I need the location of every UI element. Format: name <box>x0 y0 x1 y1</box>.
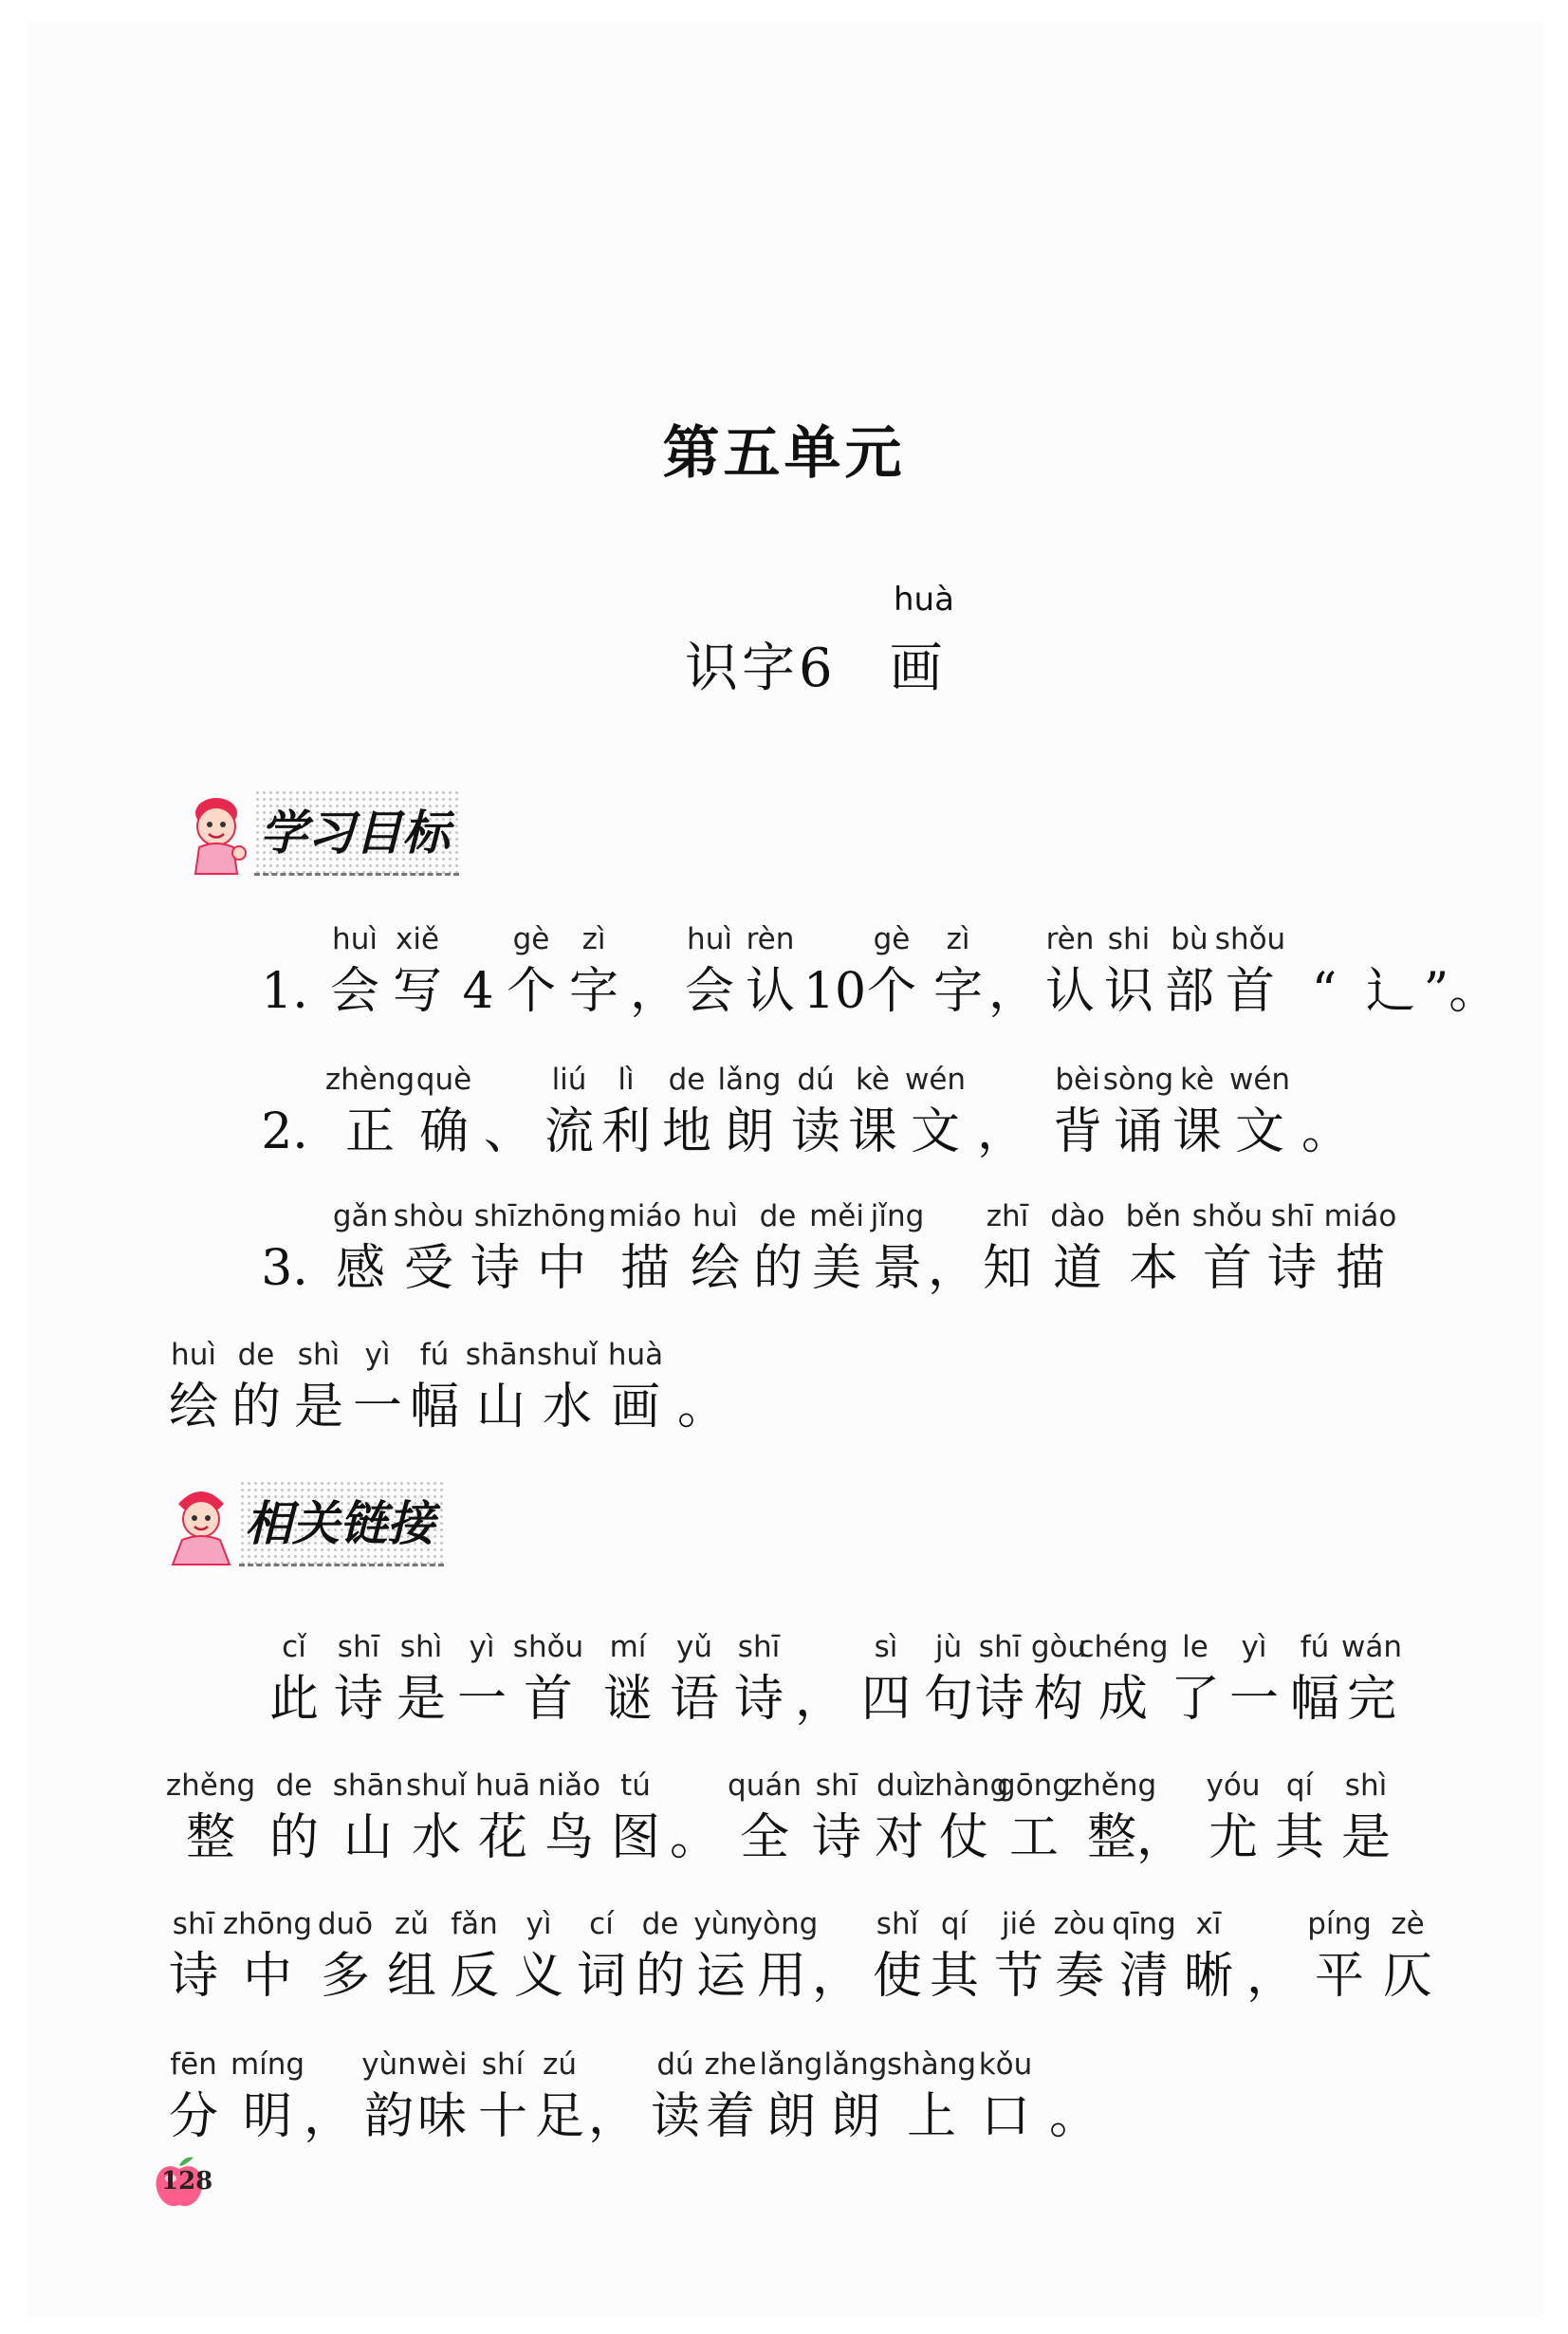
pinyin: duō <box>317 1907 374 1941</box>
hanzi: 诗 <box>334 1671 384 1728</box>
hanzi: 组 <box>387 1948 437 2005</box>
pinyin: kè <box>856 1063 890 1097</box>
page-number: 128 <box>161 2167 213 2195</box>
pinyin: zǔ <box>395 1907 429 1941</box>
pinyin: duì <box>876 1769 922 1803</box>
hanzi: 诗 <box>470 1240 521 1297</box>
pinyin: rèn <box>1045 922 1095 956</box>
section-header-links <box>163 1480 444 1566</box>
pinyin: lǎng <box>759 2047 823 2082</box>
pinyin: de <box>668 1063 706 1097</box>
lesson-title-pinyin: huà <box>894 581 954 619</box>
pinyin: yì <box>1241 1630 1267 1664</box>
hanzi: 诗 <box>169 1948 219 2005</box>
section-title-goals: 学习目标 <box>254 789 459 876</box>
hanzi: 确 <box>419 1103 470 1160</box>
hanzi: 会 <box>330 963 380 1020</box>
hanzi: ， <box>1136 1809 1187 1866</box>
hanzi: 语 <box>670 1671 720 1728</box>
pinyin: zhèng <box>324 1063 415 1097</box>
hanzi: 首 <box>1203 1240 1253 1297</box>
pinyin: gǎn <box>332 1199 389 1233</box>
pinyin: cí <box>589 1907 614 1941</box>
hanzi: 个 <box>507 963 557 1020</box>
hanzi: 个 <box>867 963 917 1020</box>
pinyin: zì <box>581 922 606 956</box>
hanzi: 中 <box>537 1240 587 1297</box>
hanzi: 绘 <box>169 1379 219 1436</box>
hanzi: 正 <box>345 1103 396 1160</box>
pinyin: shuǐ <box>405 1769 468 1803</box>
hanzi: 10 <box>802 963 867 1020</box>
pinyin: wén <box>1228 1063 1291 1097</box>
text-line <box>0 1628 1568 1742</box>
pinyin: shì <box>1344 1769 1388 1803</box>
hanzi: 图 <box>611 1809 661 1866</box>
pinyin: quán <box>728 1769 802 1803</box>
hanzi: 着 <box>706 2088 756 2145</box>
hanzi: 晰 <box>1184 1948 1234 2005</box>
hanzi: 一 <box>457 1671 507 1728</box>
text-line <box>0 1767 1568 1880</box>
pinyin: zhōng <box>516 1199 607 1233</box>
hanzi: 一 <box>1229 1671 1280 1728</box>
hanzi: 1. <box>261 963 308 1020</box>
hanzi: 美 <box>812 1240 862 1297</box>
hanzi: 字 <box>933 963 984 1020</box>
hanzi: 景 <box>873 1240 923 1297</box>
hanzi: 知 <box>983 1240 1033 1297</box>
hanzi: 背 <box>1053 1103 1103 1160</box>
pinyin: què <box>415 1063 472 1097</box>
pinyin: de <box>237 1338 275 1372</box>
hanzi: ， <box>630 963 680 1020</box>
hanzi: 对 <box>875 1809 925 1866</box>
text-line <box>0 1905 1568 2019</box>
boy-mascot-icon <box>178 790 254 876</box>
pinyin: huì <box>171 1338 216 1372</box>
lesson-number: 识字6 <box>685 638 837 699</box>
pinyin: yùn <box>361 2047 416 2082</box>
pinyin: shàng <box>886 2047 977 2082</box>
hanzi: 字 <box>569 963 619 1020</box>
text-line <box>0 2046 1568 2159</box>
pinyin: shuǐ <box>536 1338 599 1372</box>
pinyin: bèi <box>1055 1063 1100 1097</box>
section-header-goals <box>178 789 459 876</box>
pinyin: zhàng <box>918 1769 1009 1803</box>
hanzi: 读 <box>791 1103 841 1160</box>
pinyin: shǒu <box>512 1630 584 1664</box>
hanzi: 感 <box>336 1240 386 1297</box>
pinyin: zhī <box>986 1199 1029 1233</box>
hanzi: 反 <box>450 1948 500 2005</box>
hanzi: 是 <box>294 1379 344 1436</box>
hanzi: 是 <box>397 1671 447 1728</box>
hanzi: 分 <box>169 2088 219 2145</box>
pinyin: dú <box>656 2047 694 2082</box>
pinyin: shī <box>337 1630 380 1664</box>
pinyin: jié <box>1001 1907 1037 1941</box>
hanzi: 上 <box>907 2088 957 2145</box>
pinyin: shì <box>297 1338 341 1372</box>
pinyin: shǐ <box>876 1907 919 1941</box>
hanzi: 清 <box>1119 1948 1170 2005</box>
pinyin: huì <box>332 922 378 956</box>
hanzi: 3. <box>261 1240 308 1297</box>
pinyin: miáo <box>608 1199 682 1233</box>
hanzi: 道 <box>1053 1240 1103 1297</box>
hanzi: 平 <box>1315 1948 1365 2005</box>
hanzi: ”。 <box>1423 963 1499 1020</box>
pinyin: shī <box>473 1199 517 1233</box>
hanzi: 鸟 <box>544 1809 595 1866</box>
hanzi: 本 <box>1129 1240 1179 1297</box>
hanzi: 识 <box>1104 963 1154 1020</box>
pinyin: wén <box>904 1063 967 1097</box>
pinyin: qīng <box>1112 1907 1176 1941</box>
hanzi: 明 <box>243 2088 293 2145</box>
hanzi: ， <box>977 1103 1027 1160</box>
hanzi: ， <box>795 1671 845 1728</box>
hanzi: 诗 <box>975 1671 1025 1728</box>
hanzi: 奏 <box>1055 1948 1105 2005</box>
pinyin: lǎng <box>717 1063 782 1097</box>
pinyin: yì <box>364 1338 391 1372</box>
hanzi: 首 <box>524 1671 574 1728</box>
hanzi: “ <box>1311 963 1337 1020</box>
hanzi: 工 <box>1009 1809 1060 1866</box>
pinyin: fēn <box>170 2047 217 2082</box>
pinyin: yì <box>526 1907 552 1941</box>
hanzi: 。 <box>677 1379 728 1436</box>
hanzi: 、 <box>484 1103 534 1160</box>
hanzi: 用 <box>757 1948 807 2005</box>
hanzi: 首 <box>1226 963 1276 1020</box>
hanzi: ， <box>928 1240 978 1297</box>
pinyin: tú <box>620 1769 651 1803</box>
pinyin: shi <box>1107 922 1151 956</box>
text-line <box>0 1336 1568 1450</box>
hanzi: 描 <box>1336 1240 1386 1297</box>
pinyin: wán <box>1341 1630 1402 1664</box>
pinyin: zhěng <box>165 1769 256 1803</box>
hanzi: 课 <box>1172 1103 1223 1160</box>
pinyin: zhěng <box>1066 1769 1157 1803</box>
hanzi: 水 <box>412 1809 462 1866</box>
pinyin: měi <box>809 1199 864 1233</box>
hanzi: 朗 <box>831 2088 881 2145</box>
pinyin: niǎo <box>537 1769 601 1803</box>
hanzi: 文 <box>911 1103 961 1160</box>
pinyin: kǒu <box>978 2047 1033 2082</box>
hanzi: 完 <box>1347 1671 1397 1728</box>
pinyin: dào <box>1050 1199 1105 1233</box>
hanzi: 2. <box>261 1103 308 1160</box>
pinyin: shí <box>481 2047 525 2082</box>
text-line <box>0 1061 1568 1175</box>
hanzi: 仗 <box>939 1809 989 1866</box>
pinyin: shī <box>1270 1199 1314 1233</box>
hanzi: 课 <box>848 1103 898 1160</box>
pinyin: shī <box>815 1769 858 1803</box>
text-line <box>0 1197 1568 1311</box>
hanzi: 认 <box>746 963 796 1020</box>
pinyin: yóu <box>1206 1769 1261 1803</box>
hanzi: 花 <box>478 1809 528 1866</box>
hanzi: 义 <box>514 1948 564 2005</box>
pinyin: xī <box>1195 1907 1222 1941</box>
pinyin: de <box>641 1907 679 1941</box>
hanzi: ， <box>304 2088 354 2145</box>
pinyin: wèi <box>416 2047 468 2082</box>
text-line <box>0 920 1568 1034</box>
pinyin: dú <box>797 1063 835 1097</box>
pinyin: le <box>1182 1630 1208 1664</box>
hanzi: 韵 <box>364 2088 415 2145</box>
pinyin: huà <box>607 1338 664 1372</box>
hanzi: 词 <box>577 1948 627 2005</box>
pinyin: zòu <box>1053 1907 1106 1941</box>
pinyin: píng <box>1307 1907 1372 1941</box>
hanzi: 整 <box>186 1809 236 1866</box>
hanzi: 多 <box>321 1948 371 2005</box>
hanzi: 谜 <box>603 1671 654 1728</box>
hanzi: 。 <box>670 1809 720 1866</box>
hanzi: 流 <box>544 1103 595 1160</box>
pinyin: jù <box>934 1630 963 1664</box>
hanzi: 朗 <box>766 2088 817 2145</box>
pinyin: huā <box>474 1769 531 1803</box>
pinyin: liú <box>551 1063 587 1097</box>
pinyin: de <box>275 1769 313 1803</box>
pinyin: běn <box>1125 1199 1182 1233</box>
hanzi: 四 <box>861 1671 912 1728</box>
hanzi: 诗 <box>734 1671 784 1728</box>
hanzi: 诵 <box>1114 1103 1164 1160</box>
unit-title: 第五单元 <box>662 420 906 487</box>
hanzi: 幅 <box>1290 1671 1340 1728</box>
pinyin: shī <box>978 1630 1022 1664</box>
pinyin: zì <box>946 922 970 956</box>
hanzi: 受 <box>404 1240 454 1297</box>
hanzi: 十 <box>478 2088 528 2145</box>
pinyin: mí <box>609 1630 647 1664</box>
girl-mascot-icon <box>163 1481 239 1566</box>
hanzi: 全 <box>740 1809 790 1866</box>
hanzi: 地 <box>662 1103 712 1160</box>
hanzi: 口 <box>981 2088 1031 2145</box>
hanzi: 成 <box>1098 1671 1149 1728</box>
pinyin: shī <box>737 1630 781 1664</box>
pinyin: rèn <box>746 922 795 956</box>
hanzi: 足 <box>535 2088 585 2145</box>
hanzi: ， <box>1246 1948 1297 2005</box>
pinyin: lǎng <box>823 2047 888 2082</box>
pinyin: yùn <box>693 1907 748 1941</box>
hanzi: 认 <box>1045 963 1096 1020</box>
pinyin: chéng <box>1078 1630 1169 1664</box>
hanzi: 句 <box>924 1671 974 1728</box>
hanzi: 味 <box>417 2088 468 2145</box>
pinyin: zhe <box>704 2047 757 2082</box>
hanzi: 利 <box>601 1103 652 1160</box>
hanzi: 4 <box>462 963 494 1020</box>
hanzi: 一 <box>353 1379 403 1436</box>
pinyin: zè <box>1391 1907 1425 1941</box>
pinyin: fǎn <box>451 1907 498 1941</box>
hanzi: 读 <box>651 2088 701 2145</box>
pinyin: huì <box>692 1199 738 1233</box>
hanzi: 整 <box>1087 1809 1137 1866</box>
pinyin: miáo <box>1323 1199 1397 1233</box>
hanzi: 其 <box>930 1948 980 2005</box>
pinyin: de <box>759 1199 797 1233</box>
pinyin: yì <box>469 1630 495 1664</box>
section-title-links: 相关链接 <box>239 1480 444 1566</box>
pinyin: gōng <box>997 1769 1071 1803</box>
pinyin: gòu <box>1030 1630 1087 1664</box>
hanzi: 山 <box>343 1809 394 1866</box>
hanzi: 使 <box>873 1948 923 2005</box>
hanzi: 水 <box>543 1379 593 1436</box>
hanzi: 辶 <box>1366 963 1416 1020</box>
hanzi: 的 <box>269 1809 320 1866</box>
hanzi: 文 <box>1235 1103 1285 1160</box>
hanzi: 幅 <box>410 1379 460 1436</box>
pinyin: jǐng <box>870 1199 925 1233</box>
hanzi: 的 <box>636 1948 686 2005</box>
hanzi: 了 <box>1171 1671 1221 1728</box>
hanzi: 构 <box>1034 1671 1084 1728</box>
hanzi: 。 <box>1049 2088 1099 2145</box>
hanzi: 描 <box>620 1240 671 1297</box>
hanzi: 节 <box>994 1948 1044 2005</box>
hanzi: 部 <box>1165 963 1215 1020</box>
pinyin: shǒu <box>1214 922 1286 956</box>
pinyin: fú <box>419 1338 450 1372</box>
pinyin: bù <box>1171 922 1208 956</box>
hanzi: 画 <box>611 1379 661 1436</box>
pinyin: qí <box>1285 1769 1314 1803</box>
lesson-name: 画 <box>889 638 947 699</box>
pinyin: xiě <box>395 922 440 956</box>
hanzi: 运 <box>696 1948 747 2005</box>
hanzi: 诗 <box>812 1809 862 1866</box>
pinyin: zhōng <box>222 1907 313 1941</box>
hanzi: 的 <box>231 1379 282 1436</box>
hanzi: 写 <box>393 963 443 1020</box>
pinyin: zú <box>543 2047 577 2082</box>
hanzi: 是 <box>1341 1809 1392 1866</box>
pinyin: shī <box>172 1907 215 1941</box>
pinyin: míng <box>230 2047 305 2082</box>
pinyin: huì <box>687 922 732 956</box>
hanzi: 的 <box>753 1240 803 1297</box>
hanzi: 诗 <box>1267 1240 1318 1297</box>
hanzi: 。 <box>1301 1103 1352 1160</box>
pinyin: lì <box>618 1063 635 1097</box>
hanzi: 其 <box>1275 1809 1325 1866</box>
hanzi: 绘 <box>691 1240 741 1297</box>
pinyin: fú <box>1300 1630 1330 1664</box>
pinyin: shān <box>332 1769 404 1803</box>
hanzi: 中 <box>243 1948 293 2005</box>
pinyin: yǔ <box>676 1630 712 1664</box>
pinyin: qí <box>940 1907 968 1941</box>
lesson-title <box>685 626 947 702</box>
pinyin: gè <box>512 922 550 956</box>
pinyin: shòu <box>393 1199 465 1233</box>
hanzi: ， <box>988 963 1039 1020</box>
pinyin: shì <box>399 1630 443 1664</box>
pinyin: sòng <box>1102 1063 1174 1097</box>
hanzi: 山 <box>476 1379 526 1436</box>
hanzi: 朗 <box>725 1103 775 1160</box>
hanzi: 仄 <box>1383 1948 1433 2005</box>
pinyin: sì <box>874 1630 898 1664</box>
hanzi: ， <box>812 1948 862 2005</box>
hanzi: 此 <box>269 1671 320 1728</box>
pinyin: yòng <box>745 1907 819 1941</box>
pinyin: cǐ <box>282 1630 306 1664</box>
pinyin: shǒu <box>1191 1199 1264 1233</box>
hanzi: ， <box>588 2088 638 2145</box>
hanzi: 会 <box>685 963 735 1020</box>
pinyin: gè <box>873 922 911 956</box>
pinyin: shān <box>465 1338 537 1372</box>
pinyin: kè <box>1180 1063 1214 1097</box>
hanzi: 尤 <box>1208 1809 1259 1866</box>
